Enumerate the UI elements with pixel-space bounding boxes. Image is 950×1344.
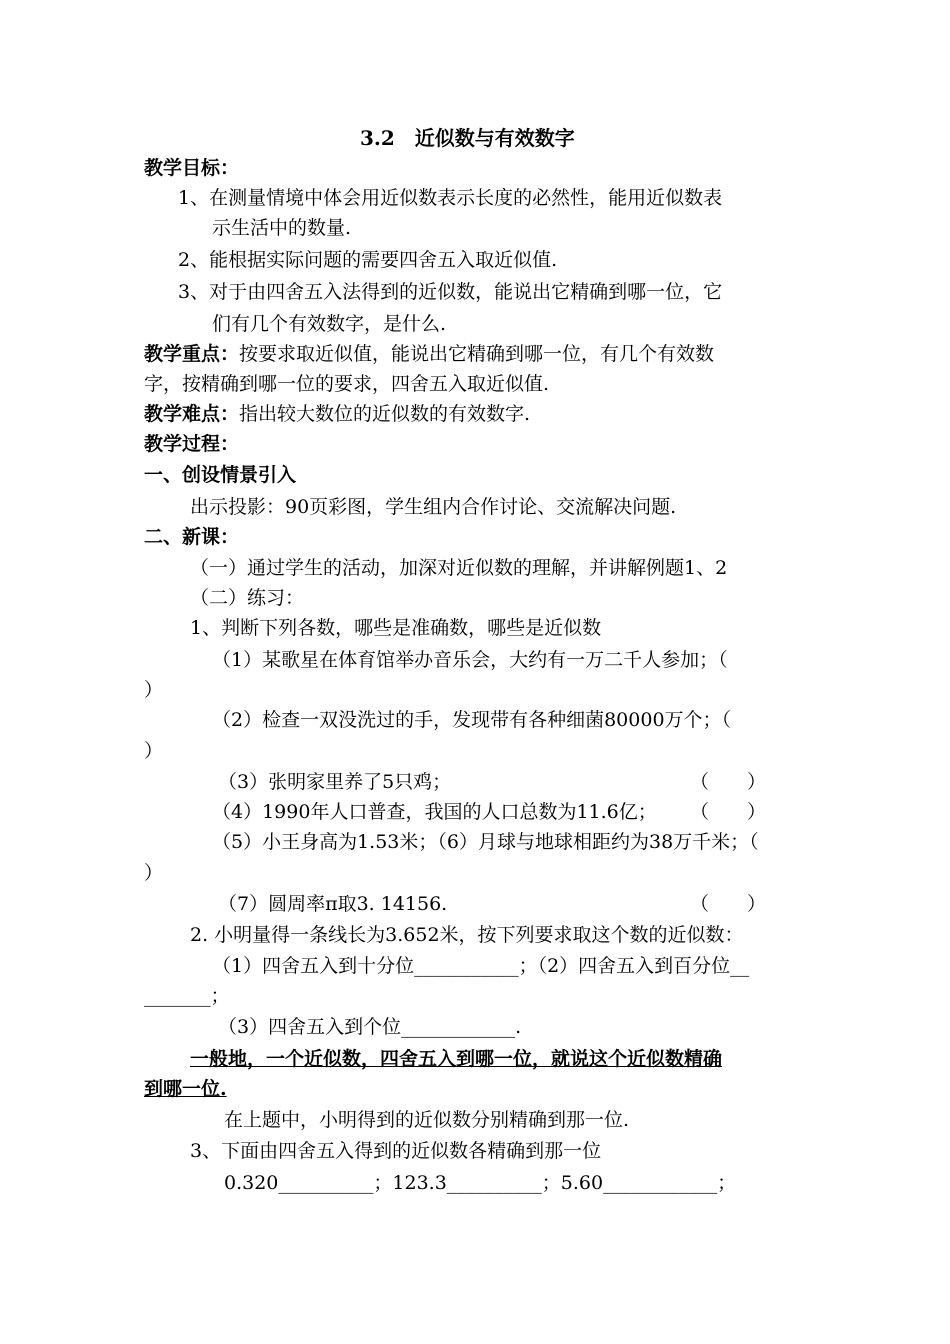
q1-item-2: （2）检查一双没洗过的手，发现带有各种细菌80000万个；（ — [212, 709, 732, 731]
difficulty-label: 教学难点： — [144, 403, 240, 425]
q1-item-5-6: （5）小王身高为1.53米；（6）月球与地球相距约为38万千米；（ — [212, 831, 759, 853]
section2-heading: 二、新课： — [144, 526, 240, 548]
question-2: 2. 小明量得一条线长为3.652米，按下列要求取这个数的近似数： — [190, 924, 744, 946]
key-points-text: 按要求取近似值，能说出它精确到哪一位，有几个有效数 — [239, 343, 715, 365]
key-points-label: 教学重点： — [144, 343, 240, 365]
key-points — [144, 341, 714, 367]
q1-item-7: （7）圆周率π取3. 14156. — [218, 893, 448, 915]
q1-item-1: （1）某歌星在体育馆举办音乐会，大约有一万二千人参加；（ — [212, 649, 728, 671]
q1-item-3-answer: （ ） — [690, 771, 767, 793]
q3-blanks: 0.320__________；123.3__________；5.60____________； — [224, 1172, 737, 1194]
difficulty — [144, 401, 530, 427]
objective-1-cont: 示生活中的数量. — [212, 217, 352, 239]
difficulty-text: 指出较大数位的近似数的有效数字. — [239, 403, 531, 425]
section1-heading: 一、创设情景引入 — [144, 464, 297, 486]
objective-3: 3、对于由四舍五入法得到的近似数，能说出它精确到哪一位，它 — [178, 281, 723, 303]
objectives-heading: 教学目标： — [144, 157, 240, 179]
q2-line-2: _______； — [144, 985, 230, 1007]
q1-item-4-answer: （ ） — [690, 801, 767, 823]
process-heading: 教学过程： — [144, 433, 240, 455]
rule-statement: 一般地，一个近似数，四舍五入到哪一位，就说这个近似数精确 — [190, 1048, 723, 1070]
part-two: （二）练习： — [190, 587, 305, 609]
objective-2: 2、能根据实际问题的需要四舍五入取近似值. — [178, 249, 558, 271]
question-1: 1、判断下列各数，哪些是准确数，哪些是近似数 — [190, 617, 602, 639]
objective-3-cont: 们有几个有效数字，是什么. — [212, 313, 447, 335]
q1-item-1-cont: ） — [144, 679, 164, 701]
question-3: 3、下面由四舍五入得到的近似数各精确到那一位 — [190, 1140, 602, 1162]
objective-1: 1、在测量情境中体会用近似数表示长度的必然性，能用近似数表 — [178, 187, 723, 209]
key-points-cont: 字，按精确到哪一位的要求，四舍五入取近似值. — [144, 373, 550, 395]
section1-text: 出示投影：90页彩图，学生组内合作讨论、交流解决问题. — [190, 496, 677, 518]
q2-followup: 在上题中，小明得到的近似数分别精确到那一位. — [224, 1109, 630, 1131]
q1-item-5-6-cont: ） — [144, 862, 164, 884]
q2-line-3: （3）四舍五入到个位____________. — [218, 1016, 522, 1038]
q1-item-2-cont: ） — [144, 740, 164, 762]
q1-item-4: （4）1990年人口普查，我国的人口总数为11.6亿； — [212, 801, 657, 823]
q1-item-7-answer: （ ） — [690, 893, 767, 915]
q1-item-3: （3）张明家里养了5只鸡； — [218, 771, 452, 793]
document-title: 3.2 近似数与有效数字 — [360, 126, 575, 150]
part-one: （一）通过学生的活动，加深对近似数的理解，并讲解例题1、2 — [190, 557, 728, 579]
q2-line-1: （1）四舍五入到十分位___________；（2）四舍五入到百分位__ — [212, 955, 750, 977]
rule-statement-cont: 到哪一位. — [144, 1078, 227, 1100]
